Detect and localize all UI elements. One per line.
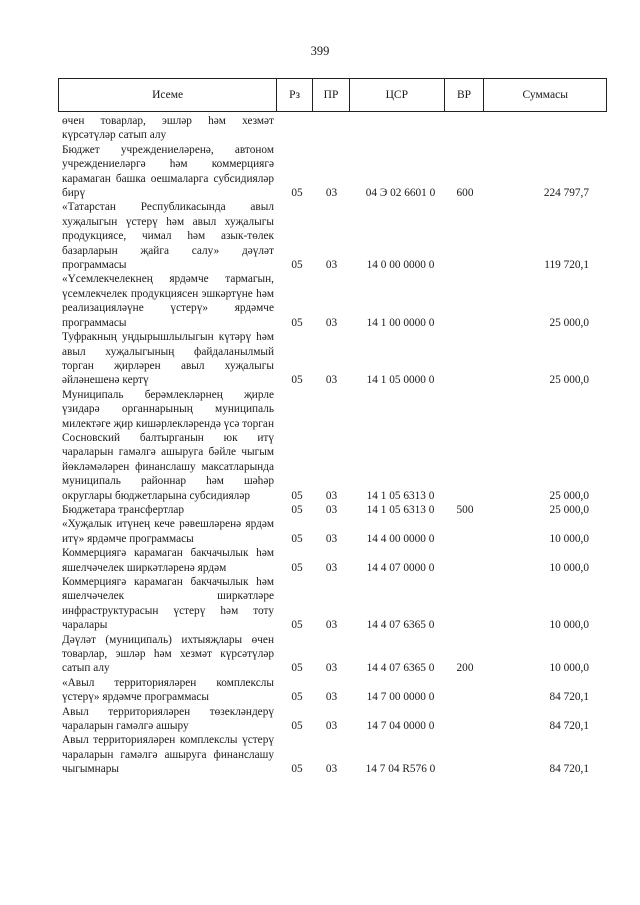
row-csr: 14 7 00 0000 0 bbox=[366, 691, 435, 704]
row-name: «Хуҗалык итүнең кече рәвешләренә ярдәм итү» ярдәмче программасы bbox=[62, 518, 274, 545]
row-sum: 25 000,0 bbox=[549, 489, 589, 502]
row-csr: 14 4 07 6365 0 bbox=[366, 619, 435, 632]
header-vr: ВР bbox=[445, 79, 485, 111]
row-name: Муниципаль берәмлекләрнең җирле үзидарә органнарының муниципаль милектәге җир кишәрлекләрендә үсә торган Сосновский балтырганын юк итү чараларын гамәлгә ашыруга бәйле чыгым йөкләмәләрен финанслашу максатларында муниципаль районнар һәм шәһәр округлары бюджетларына субсидияләр bbox=[62, 388, 274, 502]
row-sum: 84 720,1 bbox=[549, 763, 589, 776]
row-pr: 03 bbox=[325, 619, 338, 632]
header-csr: ЦСР bbox=[350, 79, 445, 111]
row-vr: 200 bbox=[456, 662, 474, 675]
row-pr: 03 bbox=[325, 489, 338, 502]
row-pr: 03 bbox=[325, 187, 338, 200]
row-csr: 14 1 00 0000 0 bbox=[366, 316, 435, 329]
row-name: «Үсемлекчелекнең ярдәмче тармагын, үсемлекчелек продукциясен эшкәртүне һәм реализацияләүне үстерү» ярдәмче программасы bbox=[62, 273, 274, 329]
row-rz: 05 bbox=[291, 187, 303, 200]
table-row bbox=[58, 546, 607, 575]
row-name: Дәүләт (муниципаль) ихтыяҗлары өчен товарлар, эшләр һәм хезмәт күрсәтүләр сатып алу bbox=[62, 633, 274, 675]
row-sum: 10 000,0 bbox=[549, 532, 589, 545]
header-name: Исеме bbox=[59, 79, 277, 111]
row-sum: 25 000,0 bbox=[549, 316, 589, 329]
table-row bbox=[58, 272, 607, 330]
row-name: Бюджетара трансфертлар bbox=[62, 503, 185, 516]
row-sum: 84 720,1 bbox=[549, 691, 589, 704]
table-row bbox=[58, 143, 607, 201]
row-rz: 05 bbox=[291, 691, 303, 704]
row-pr: 03 bbox=[325, 720, 338, 733]
row-sum: 25 000,0 bbox=[549, 503, 589, 516]
row-sum: 119 720,1 bbox=[544, 259, 589, 272]
row-csr: 14 4 07 0000 0 bbox=[366, 561, 435, 574]
row-sum: 224 797,7 bbox=[543, 187, 589, 200]
row-pr: 03 bbox=[325, 561, 338, 574]
row-vr: 600 bbox=[456, 187, 474, 200]
row-csr: 14 7 04 0000 0 bbox=[366, 720, 435, 733]
row-pr: 03 bbox=[325, 259, 338, 272]
row-rz: 05 bbox=[291, 503, 303, 516]
table-row bbox=[58, 114, 607, 143]
row-name: Коммерциягә карамаган бакчачылык һәм яшелчәчелек ширкәтләренә ярдәм bbox=[62, 547, 274, 574]
row-csr: 04 Э 02 6601 0 bbox=[365, 187, 436, 200]
table-row bbox=[58, 503, 607, 517]
header-pr: ПР bbox=[313, 79, 350, 111]
row-pr: 03 bbox=[325, 503, 338, 516]
row-rz: 05 bbox=[291, 763, 303, 776]
row-pr: 03 bbox=[325, 374, 338, 387]
table-row bbox=[58, 575, 607, 633]
row-sum: 84 720,1 bbox=[549, 720, 589, 733]
table-row bbox=[58, 633, 607, 676]
row-rz: 05 bbox=[291, 374, 303, 387]
row-rz: 05 bbox=[291, 561, 303, 574]
row-csr: 14 0 00 0000 0 bbox=[366, 259, 435, 272]
row-name: Авыл территорияләрен комплекслы үстерү чараларын гамәлгә ашыруга финанслашу чыгымнары bbox=[62, 734, 274, 776]
row-pr: 03 bbox=[325, 532, 338, 545]
table-header bbox=[58, 78, 607, 112]
row-rz: 05 bbox=[291, 720, 303, 733]
table-row bbox=[58, 705, 607, 734]
header-rz: Рз bbox=[277, 79, 313, 111]
row-csr: 14 1 05 6313 0 bbox=[366, 489, 435, 502]
row-rz: 05 bbox=[291, 316, 303, 329]
row-rz: 05 bbox=[291, 619, 303, 632]
row-sum: 10 000,0 bbox=[549, 619, 589, 632]
row-name: Туфракның уңдырышлылыгын күтәрү һәм авыл хуҗалыгының файдаланылмый торган җирләрен авыл хуҗалыгы әйләнешенә кертү bbox=[62, 331, 274, 387]
table-row bbox=[58, 676, 607, 705]
row-pr: 03 bbox=[325, 691, 338, 704]
row-name: Коммерциягә карамаган бакчачылык һәм яшелчәчелек ширкәтләре инфраструктурасын үстерү һәм тоту чаралары bbox=[62, 576, 274, 632]
row-csr: 14 7 04 R576 0 bbox=[365, 763, 436, 776]
row-rz: 05 bbox=[291, 259, 303, 272]
row-pr: 03 bbox=[325, 662, 338, 675]
row-name: Авыл территорияләрен төзекләндерү чараларын гамәлгә ашыру bbox=[62, 705, 274, 733]
row-csr: 14 1 05 6313 0 bbox=[366, 503, 435, 516]
row-name: «Татарстан Республикасында авыл хуҗалыгын үстерү һәм авыл хуҗалыгы продукциясе, чимал һәм азык-төлек базарларын җайга салу» дәүләт программасы bbox=[62, 201, 274, 272]
row-csr: 14 4 00 0000 0 bbox=[366, 532, 435, 545]
row-sum: 10 000,0 bbox=[549, 662, 589, 675]
header-sum: Суммасы bbox=[522, 89, 568, 101]
table-row bbox=[58, 733, 607, 776]
table-row bbox=[58, 517, 607, 546]
row-sum: 25 000,0 bbox=[549, 374, 589, 387]
row-csr: 14 4 07 6365 0 bbox=[366, 662, 435, 675]
table-row bbox=[58, 330, 607, 388]
budget-table-body bbox=[58, 114, 607, 777]
table-row bbox=[58, 388, 607, 503]
row-csr: 14 1 05 0000 0 bbox=[366, 374, 435, 387]
row-name: өчен товарлар, эшләр һәм хезмәт күрсәтүләр сатып алу bbox=[62, 115, 274, 142]
row-rz: 05 bbox=[291, 532, 303, 545]
row-rz: 05 bbox=[291, 662, 303, 675]
row-rz: 05 bbox=[291, 489, 303, 502]
row-pr: 03 bbox=[325, 316, 338, 329]
row-name: Бюджет учреждениеләренә, автоном учреждениеләргә һәм коммерциягә карамаган башка оешмаларга субсидияләр бирү bbox=[62, 143, 274, 200]
page-number: 399 bbox=[310, 44, 330, 58]
row-sum: 10 000,0 bbox=[549, 561, 589, 574]
row-vr: 500 bbox=[456, 503, 474, 516]
row-pr: 03 bbox=[325, 763, 338, 776]
table-row bbox=[58, 200, 607, 272]
row-name: «Авыл территорияләрен комплекслы үстерү» ярдәмче программасы bbox=[62, 676, 274, 704]
